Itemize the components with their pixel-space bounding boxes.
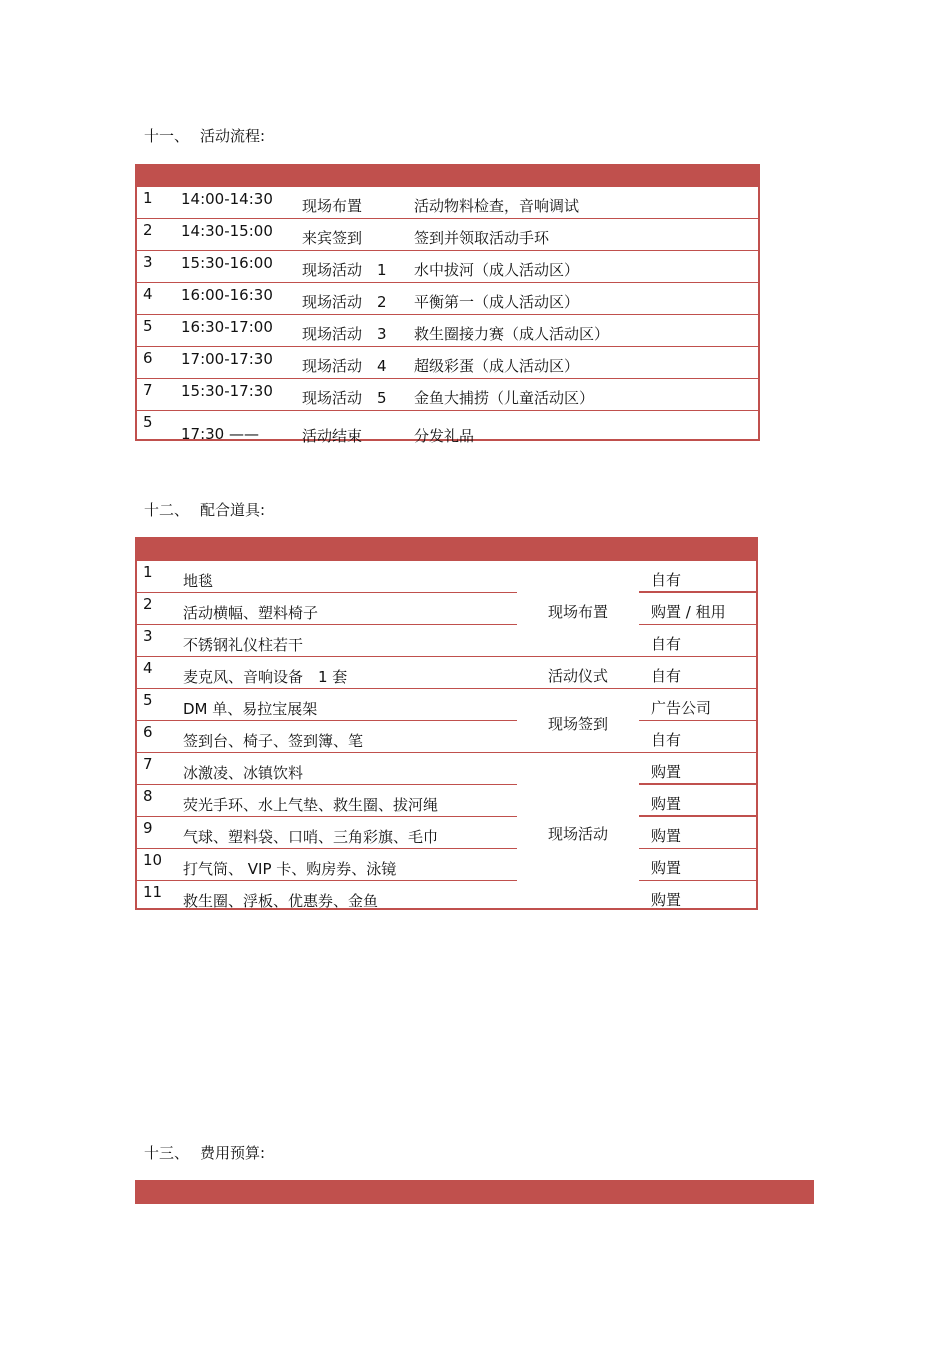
row-time: 16:30-17:00 [181, 318, 273, 336]
table-row [137, 753, 756, 785]
row-source: 自有 [651, 731, 682, 749]
row-number: 7 [143, 381, 153, 399]
row-time: 16:00-16:30 [181, 286, 273, 304]
section-11-title: 活动流程: [200, 127, 266, 145]
row-number: 6 [143, 723, 153, 741]
table-row [137, 849, 756, 881]
table-row [137, 817, 756, 849]
section-11-heading [144, 125, 265, 146]
row-source: 自有 [651, 667, 682, 685]
table-row [137, 379, 758, 411]
table-row [137, 283, 758, 315]
row-item: 救生圈、浮板、优惠券、金鱼 [183, 892, 379, 910]
table-row [137, 721, 756, 753]
section-12-number: 十二、 [144, 501, 190, 519]
budget-header-bar [135, 1180, 812, 1204]
section-12-heading [144, 499, 265, 520]
table-row [137, 411, 758, 443]
row-time: 15:30-16:00 [181, 254, 273, 272]
table-row [137, 881, 756, 910]
row-time: 17:00-17:30 [181, 350, 273, 368]
row-source: 购置 [651, 827, 682, 845]
row-source: 购置 [651, 891, 682, 909]
row-number: 4 [143, 659, 153, 677]
table-row [137, 625, 756, 657]
row-item: 气球、塑料袋、口哨、三角彩旗、毛巾 [183, 828, 439, 846]
section-11-number: 十一、 [144, 127, 190, 145]
row-time: 14:30-15:00 [181, 222, 273, 240]
section-12-title: 配合道具: [200, 501, 266, 519]
row-item: 活动横幅、塑料椅子 [183, 604, 319, 622]
row-time: 14:00-14:30 [181, 190, 273, 208]
row-item: 麦克风、音响设备 1 套 [183, 668, 348, 686]
row-item: 打气筒、 VIP 卡、购房券、泳镜 [183, 860, 397, 878]
row-number: 4 [143, 285, 153, 303]
row-number: 7 [143, 755, 153, 773]
row-item: 冰激凌、冰镇饮料 [183, 764, 304, 782]
category-label: 现场布置 [547, 603, 608, 621]
category-label: 现场签到 [547, 715, 608, 733]
row-time: 15:30-17:30 [181, 382, 273, 400]
row-item: 现场活动 4 [302, 357, 387, 375]
row-item: 现场活动 2 [302, 293, 387, 311]
row-source: 购置 / 租用 [651, 603, 726, 621]
table-row [137, 347, 758, 379]
row-source: 购置 [651, 763, 682, 781]
row-item: 现场活动 1 [302, 261, 387, 279]
row-desc: 救生圈接力赛（成人活动区） [414, 325, 610, 343]
row-source: 广告公司 [651, 699, 712, 717]
row-number: 1 [143, 563, 153, 581]
row-item: 现场活动 3 [302, 325, 387, 343]
row-number: 1 [143, 189, 153, 207]
table-row [137, 689, 756, 721]
table-row [137, 657, 756, 689]
row-source: 自有 [651, 571, 682, 589]
table-row [137, 561, 756, 593]
row-time: 17:30 —— [181, 425, 259, 443]
row-item: 来宾签到 [302, 229, 363, 247]
schedule-table [135, 164, 760, 445]
row-number: 5 [143, 691, 153, 709]
row-number: 5 [143, 413, 153, 431]
row-item: 签到台、椅子、签到簿、笔 [183, 732, 364, 750]
row-source: 购置 [651, 859, 682, 877]
row-item: 活动结束 [302, 427, 363, 445]
row-item: 荧光手环、水上气垫、救生圈、拔河绳 [183, 796, 439, 814]
row-desc: 平衡第一（成人活动区） [414, 293, 580, 311]
row-desc: 签到并领取活动手环 [414, 229, 550, 247]
category-label: 现场活动 [547, 825, 608, 843]
row-source: 购置 [651, 795, 682, 813]
row-number: 6 [143, 349, 153, 367]
row-number: 11 [143, 883, 163, 901]
row-desc: 水中拔河（成人活动区） [414, 261, 580, 279]
row-item: 现场布置 [302, 197, 363, 215]
row-number: 5 [143, 317, 153, 335]
props-table [135, 537, 758, 910]
table-row [137, 251, 758, 283]
table-row [137, 219, 758, 251]
row-desc: 分发礼品 [414, 427, 475, 445]
row-number: 2 [143, 221, 153, 239]
table-row [137, 593, 756, 625]
row-desc: 金鱼大捕捞（儿童活动区） [414, 389, 595, 407]
table-row [137, 785, 756, 817]
row-desc: 活动物料检查，音响调试 [414, 197, 580, 215]
row-number: 3 [143, 253, 153, 271]
row-item: 不锈钢礼仪柱若干 [183, 636, 304, 654]
row-source: 自有 [651, 635, 682, 653]
row-number: 10 [143, 851, 163, 869]
section-13-heading [144, 1142, 265, 1163]
row-number: 2 [143, 595, 153, 613]
row-number: 3 [143, 627, 153, 645]
category-label: 活动仪式 [547, 667, 608, 685]
row-desc: 超级彩蛋（成人活动区） [414, 357, 580, 375]
section-13-number: 十三、 [144, 1144, 190, 1162]
row-item: DM 单、易拉宝展架 [183, 700, 318, 718]
table-row [137, 187, 758, 219]
budget-header-edge [812, 1180, 814, 1204]
row-item: 地毯 [183, 572, 214, 590]
row-number: 9 [143, 819, 153, 837]
row-number: 8 [143, 787, 153, 805]
section-13-title: 费用预算: [200, 1144, 266, 1162]
row-item: 现场活动 5 [302, 389, 387, 407]
table-row [137, 315, 758, 347]
